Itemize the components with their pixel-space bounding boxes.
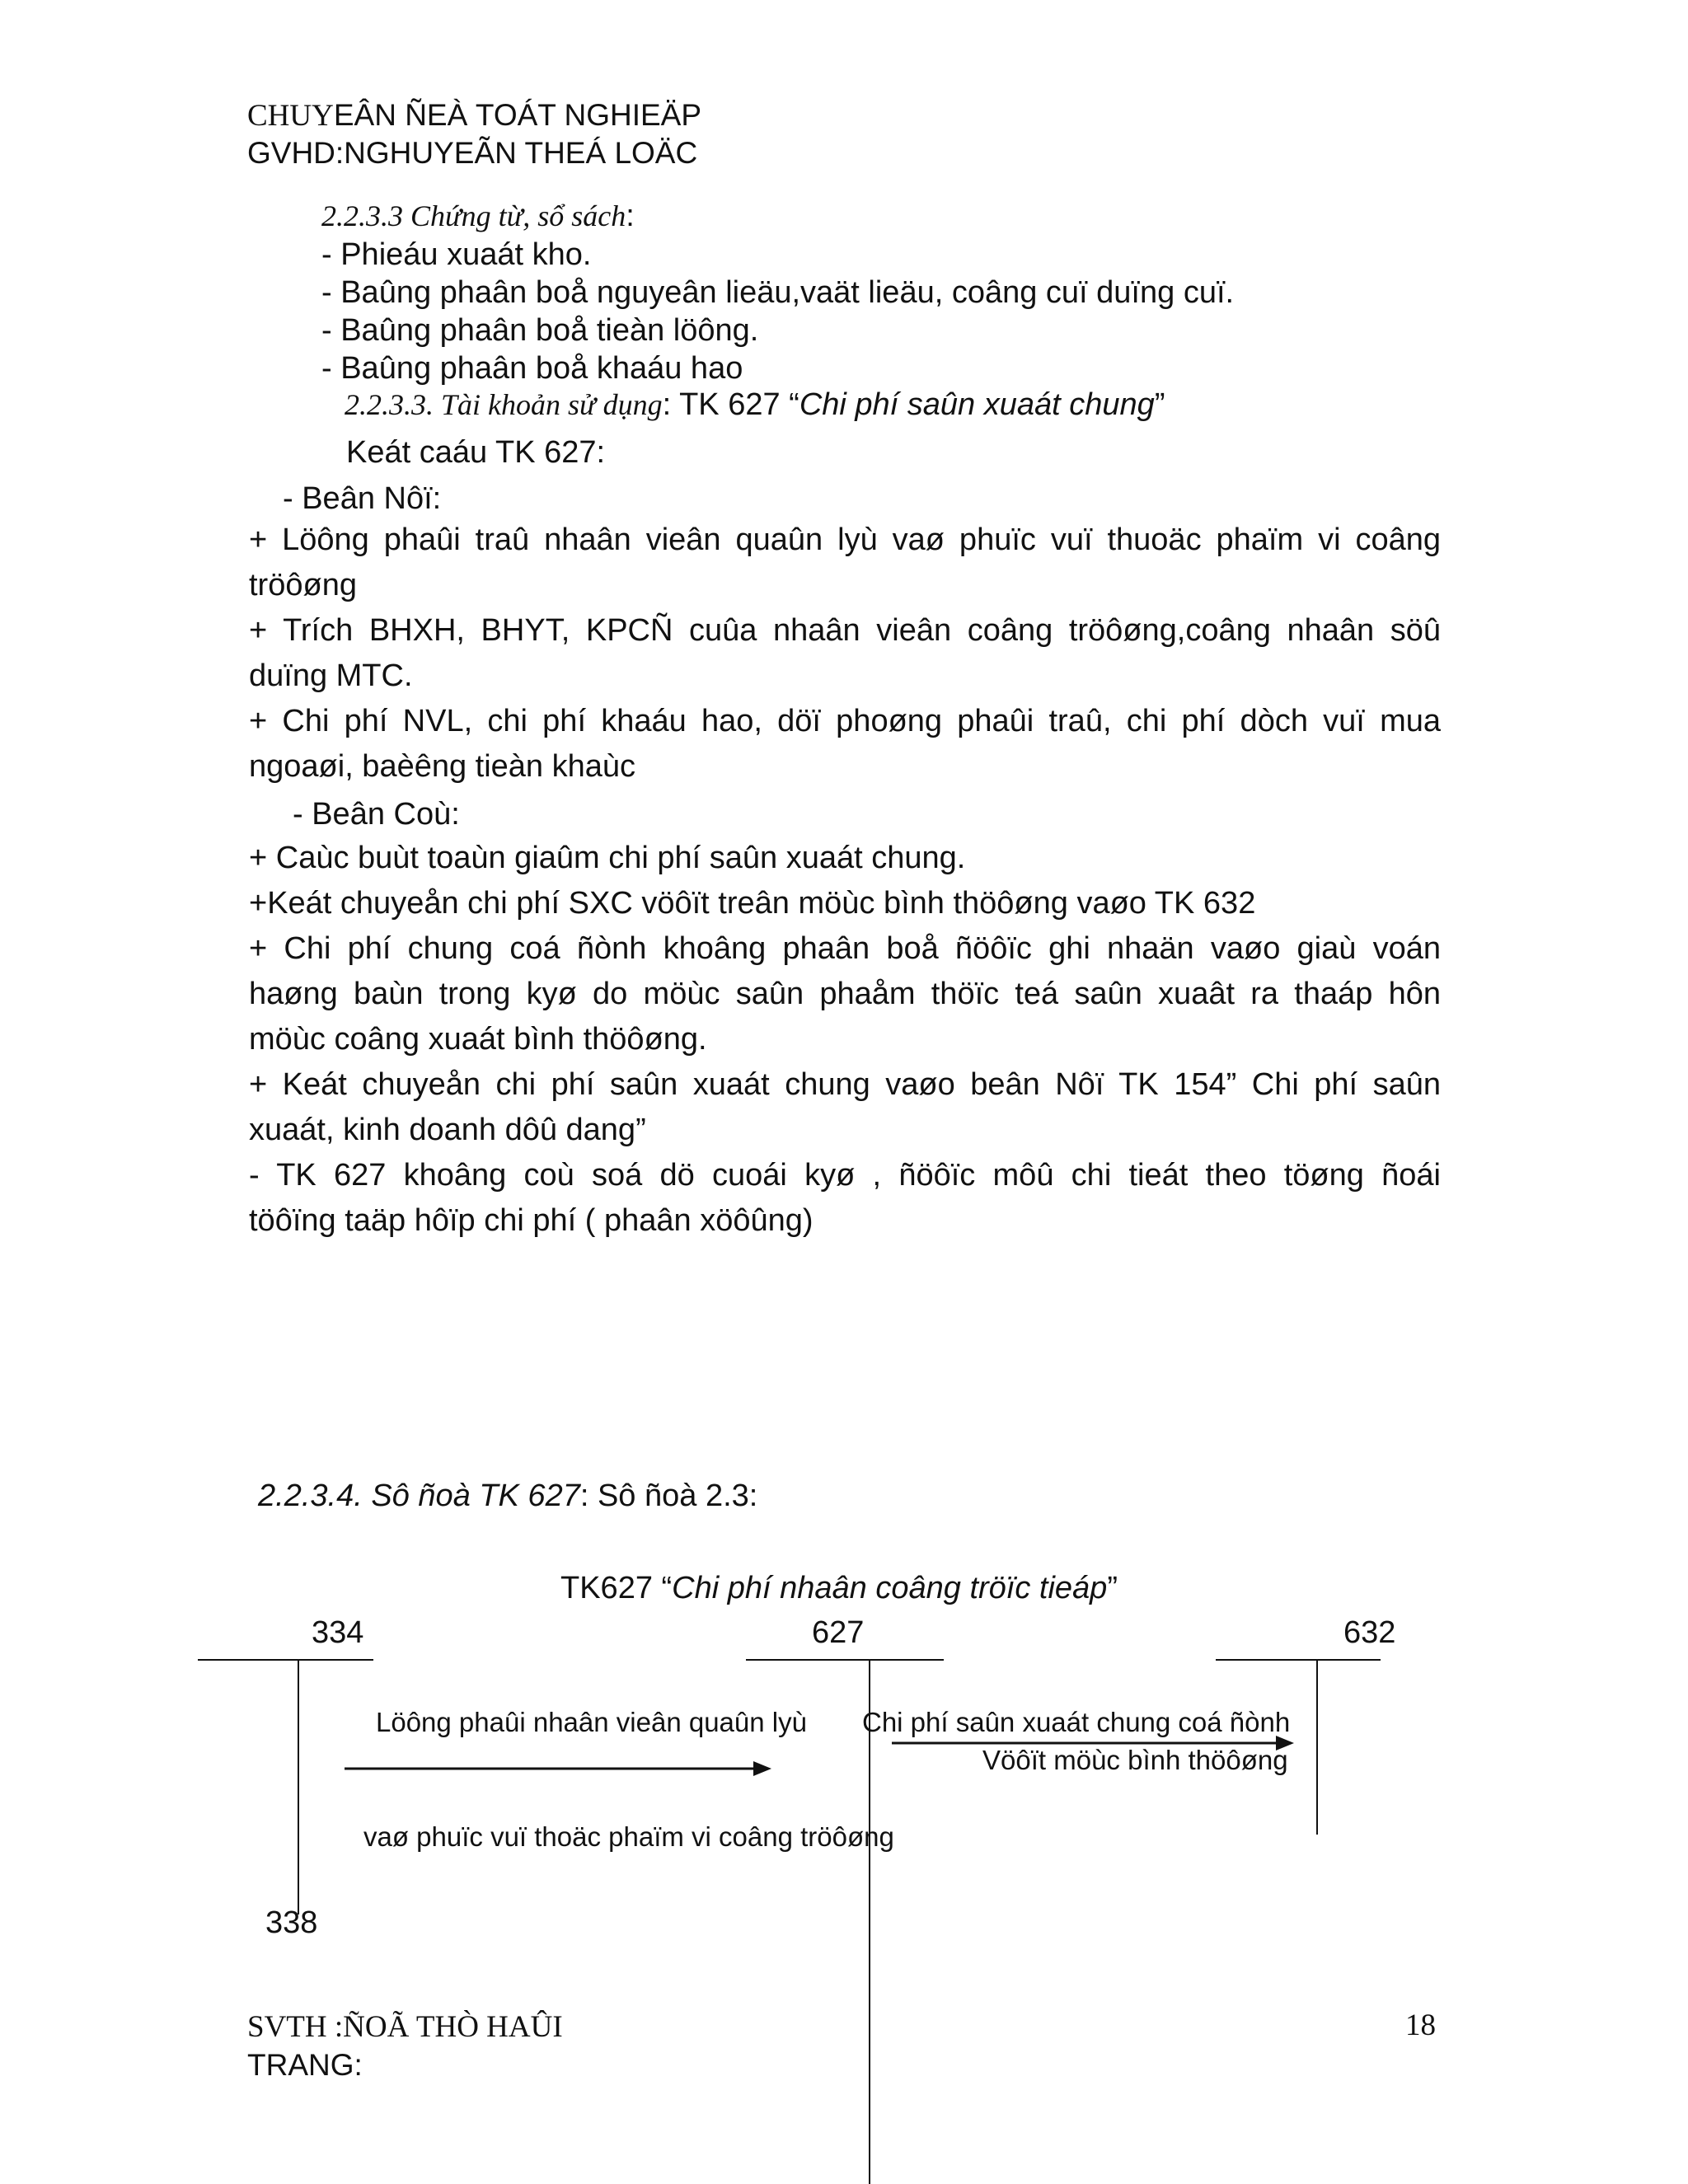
t-account-632-top — [1216, 1659, 1381, 1661]
documents-item: - Baûng phaân boå nguyeân lieäu,vaät lieäu, coâng cuï duïng cuï. — [321, 275, 1235, 310]
credit-item-line: +Keát chuyeån chi phí SXC vöôït treân möùc bình thöôøng vaøo TK 632 — [249, 886, 1256, 921]
credit-item-line: möùc coâng xuaát bình thöôøng. — [249, 1022, 707, 1057]
t-account-632-stem — [1316, 1659, 1318, 1835]
account-632-label: 632 — [1343, 1615, 1396, 1650]
t-account-334-top — [198, 1659, 373, 1661]
account-334-label: 334 — [312, 1615, 364, 1650]
header-title-prefix: CHUY — [247, 99, 334, 133]
header-advisor: GVHD:NGHUYEÃN THEÁ LOÄC — [247, 136, 698, 170]
header-title — [247, 97, 701, 134]
section-documents-colon: : — [626, 199, 635, 233]
debit-item-line: + Chi phí NVL, chi phí khaáu hao, döï phoøng phaûi traû, chi phí dòch vuï mua — [249, 704, 1441, 738]
diagram-title-pre: TK627 “ — [560, 1571, 673, 1605]
debit-heading: - Beân Nôï: — [283, 481, 442, 516]
section-diagram-title-tail: : Sô ñoà 2.3: — [579, 1479, 758, 1513]
debit-item-line: duïng MTC. — [249, 658, 413, 693]
section-account-tail-post: ” — [1154, 387, 1165, 422]
footer-student-name: SVTH :ÑOÃ THÒ HAÛI — [247, 2010, 563, 2044]
t-account-627-top — [746, 1659, 944, 1661]
arrow-627-label-top: Chi phí saûn xuaát chung coá ñònh — [862, 1707, 1291, 1737]
credit-item-line: - TK 627 khoâng coù soá dö cuoái kyø , ñöôïc môû chi tieát theo töøng ñoái — [249, 1158, 1441, 1193]
credit-item-line: haøng baùn trong kyø do möùc saûn phaåm thöïc teá saûn xuaât ra thaáp hôn — [249, 977, 1441, 1011]
credit-item-line: + Chi phí chung coá ñònh khoâng phaân boå ñöôïc ghi nhaän vaøo giaù voán — [249, 931, 1441, 966]
debit-item-line: ngoaøi, baèêng tieàn khaùc — [249, 749, 636, 784]
debit-item-line: tröôøng — [249, 568, 357, 602]
t-account-334-stem — [298, 1659, 299, 1915]
section-documents-title-text: 2.2.3.3 Chứng từ, sổ sách — [321, 199, 626, 232]
arrow-334-label-bottom: vaø phuïc vuï thoäc phaïm vi coâng tröôøng — [363, 1821, 894, 1852]
footer-student — [247, 2008, 563, 2084]
credit-items — [249, 836, 1441, 1244]
debit-item-line: + Löông phaûi traû nhaân vieân quaûn lyù vaø phuïc vuï thuoäc phaïm vi coâng — [249, 523, 1441, 557]
footer-student-line2: TRANG: — [247, 2048, 363, 2082]
arrow-334-head — [753, 1761, 771, 1776]
header-title-rest: EÂN ÑEÀ TOÁT NGHIEÄP — [333, 98, 702, 132]
documents-list — [321, 236, 1234, 387]
documents-item: - Baûng phaân boå tieàn löông. — [321, 313, 759, 348]
section-documents-title — [321, 198, 635, 234]
credit-item-line: + Caùc buùt toaùn giaûm chi phí saûn xuaát chung. — [249, 841, 966, 875]
arrow-334-label-top: Löông phaûi nhaân vieân quaûn lyù — [376, 1707, 807, 1737]
diagram-title-post: ” — [1107, 1571, 1118, 1605]
credit-item-line: + Keát chuyeån chi phí saûn xuaát chung vaøo beân Nôï TK 154” Chi phí saûn — [249, 1067, 1441, 1102]
account-338-label: 338 — [265, 1905, 318, 1940]
section-account-title — [345, 386, 1165, 430]
arrow-627-label-bottom: Vöôït möùc bình thöôøng — [982, 1745, 1288, 1775]
section-account-tail-pre: : TK 627 “ — [662, 387, 799, 422]
credit-item-line: töôïng taäp hôïp chi phí ( phaân xöôûng) — [249, 1203, 814, 1238]
credit-item-line: xuaát, kinh doanh dôû dang” — [249, 1113, 646, 1147]
debit-item-line: + Trích BHXH, BHYT, KPCÑ cuûa nhaân vieân coâng tröôøng,coâng nhaân söû — [249, 613, 1441, 648]
page-number: 18 — [1405, 2008, 1436, 2042]
footer-student-line1 — [247, 2008, 563, 2046]
diagram-title — [560, 1569, 1118, 1607]
account-structure: Keát caáu TK 627: — [346, 435, 606, 470]
section-account-tail-italic: Chi phí saûn xuaát chung — [799, 387, 1155, 422]
documents-item: - Baûng phaân boå khaáu hao — [321, 351, 743, 386]
arrow-334-to-627 — [343, 1759, 773, 1779]
credit-heading: - Beân Coù: — [293, 797, 460, 832]
documents-item: - Phieáu xuaát kho. — [321, 237, 592, 272]
section-diagram-title — [258, 1477, 757, 1515]
account-627-label: 627 — [812, 1615, 865, 1650]
section-diagram-title-text: 2.2.3.4. Sô ñoà TK 627 — [258, 1479, 580, 1513]
debit-items — [249, 518, 1441, 790]
diagram-title-italic: Chi phí nhaân coâng tröïc tieáp — [672, 1571, 1108, 1605]
section-account-title-text: 2.2.3.3. Tài khoản sử dụng — [345, 388, 663, 421]
